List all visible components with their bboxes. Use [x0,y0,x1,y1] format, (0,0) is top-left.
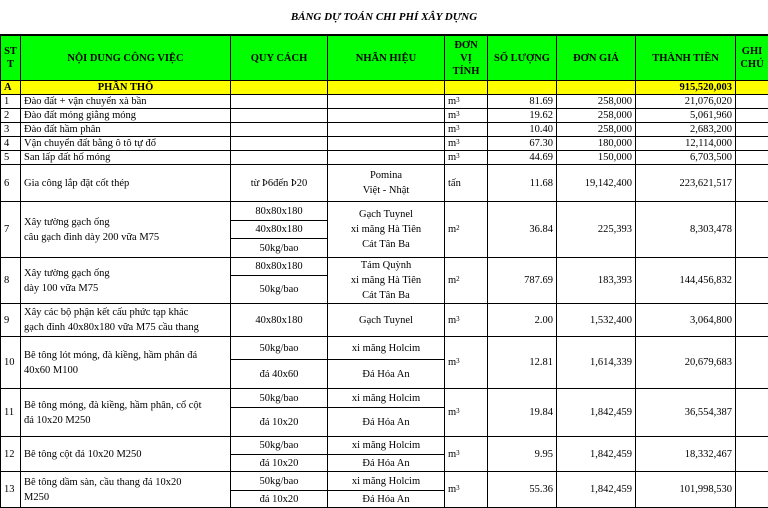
row-price[interactable]: 19,142,400 [557,165,636,202]
row-note[interactable] [736,95,768,109]
row-spec[interactable] [231,95,328,109]
row-stt[interactable]: 9 [1,304,21,337]
row-stt[interactable]: 11 [1,389,21,437]
row-note[interactable] [736,202,768,258]
row-price[interactable]: 1,614,339 [557,337,636,389]
row-qty[interactable]: 19.62 [488,109,557,123]
row-stt[interactable]: 2 [1,109,21,123]
row-spec[interactable] [231,109,328,123]
row-spec[interactable]: 80x80x180 [231,202,328,221]
table-row [1,437,768,455]
row-qty[interactable]: 67.30 [488,137,557,151]
cell[interactable] [736,81,768,95]
cell[interactable] [488,81,557,95]
row-unit[interactable]: $m^3$ [445,389,488,437]
sheet-title: BẢNG DỰ TOÁN CHI PHÍ XÂY DỰNG [0,0,768,35]
row-price[interactable]: 1,842,459 [557,389,636,437]
header-spec[interactable]: QUY CÁCH [231,36,328,81]
row-name[interactable]: Bê tông móng, đà kiềng, hầm phân, cổ cột đá 10x20 M250 [21,389,231,437]
row-spec[interactable]: 40x80x180 [231,304,328,337]
cell[interactable] [445,81,488,95]
row-qty[interactable]: 36.84 [488,202,557,258]
row-total[interactable]: 2,683,200 [636,123,736,137]
row-name[interactable]: Đào đất móng giằng móng [21,109,231,123]
row-qty[interactable]: 11.68 [488,165,557,202]
row-price[interactable]: 150,000 [557,151,636,165]
row-brand[interactable]: Gạch Tuynel xi măng Hà Tiên Cát Tân Ba [328,202,445,258]
header-content[interactable]: NỘI DUNG CÔNG VIỆC [21,36,231,81]
row-unit[interactable]: $m^3$ [445,123,488,137]
header-qty[interactable]: SỐ LƯỢNG [488,36,557,81]
row-note[interactable] [736,472,768,508]
row-note[interactable] [736,437,768,472]
row-name[interactable]: Xây tường gạch ống câu gạch đinh dày 200 vữa M75 [21,202,231,258]
row-stt[interactable]: 13 [1,472,21,508]
row-spec[interactable]: đá 10x20 [231,408,328,437]
row-brand[interactable]: Đá Hóa An [328,408,445,437]
row-qty[interactable]: 787.69 [488,258,557,304]
row-note[interactable] [736,258,768,304]
row-spec[interactable]: đá 40x60 [231,360,328,389]
row-note[interactable] [736,151,768,165]
row-total[interactable]: 8,303,478 [636,202,736,258]
row-price[interactable]: 1,532,400 [557,304,636,337]
row-spec[interactable]: 50kg/bao [231,472,328,491]
row-brand[interactable] [328,137,445,151]
row-note[interactable] [736,304,768,337]
row-note[interactable] [736,165,768,202]
cell[interactable] [328,81,445,95]
row-qty[interactable]: 19.84 [488,389,557,437]
row-brand[interactable]: Pomina Việt - Nhật [328,165,445,202]
section-row [1,81,768,95]
row-spec[interactable] [231,123,328,137]
row-unit[interactable]: $m^3$ [445,304,488,337]
cell[interactable] [231,81,328,95]
row-name[interactable]: Gia công lắp đặt cốt thép [21,165,231,202]
row-brand[interactable] [328,123,445,137]
header-brand[interactable]: NHÃN HIỆU [328,36,445,81]
row-unit[interactable]: $m^3$ [445,109,488,123]
row-unit[interactable]: $m^2$ [445,202,488,258]
row-name[interactable]: Vận chuyển đất bằng ô tô tự đổ [21,137,231,151]
row-total[interactable]: 223,621,517 [636,165,736,202]
row-unit[interactable]: $m^3$ [445,137,488,151]
row-brand[interactable]: Đá Hóa An [328,455,445,472]
table-row [1,258,768,276]
row-qty[interactable]: 44.69 [488,151,557,165]
row-spec[interactable]: 50kg/bao [231,337,328,360]
row-spec[interactable]: đá 10x20 [231,491,328,508]
table-row [1,389,768,408]
table-row [1,337,768,360]
row-name[interactable]: Bê tông cột đá 10x20 M250 [21,437,231,472]
row-name[interactable]: Xây các bộ phận kết cấu phức tạp khác gạch đinh 40x80x180 vữa M75 cầu thang [21,304,231,337]
row-brand[interactable]: xi măng Holcim [328,389,445,408]
row-price[interactable]: 1,842,459 [557,437,636,472]
row-qty[interactable]: 10.40 [488,123,557,137]
row-price[interactable]: 1,842,459 [557,472,636,508]
row-spec[interactable]: 50kg/bao [231,437,328,455]
row-stt[interactable]: 7 [1,202,21,258]
header-note[interactable]: GHI CHÚ [736,36,768,81]
row-price[interactable]: 180,000 [557,137,636,151]
row-stt[interactable]: 8 [1,258,21,304]
row-note[interactable] [736,137,768,151]
row-brand[interactable] [328,151,445,165]
row-spec[interactable] [231,151,328,165]
row-brand[interactable]: Gạch Tuynel [328,304,445,337]
row-name[interactable]: Đào đất + vận chuyển xà bần [21,95,231,109]
row-name[interactable]: Đào đất hầm phân [21,123,231,137]
table-row [1,165,768,202]
row-qty[interactable]: 81.69 [488,95,557,109]
row-unit[interactable]: $m^3$ [445,151,488,165]
row-unit[interactable]: tấn [445,165,488,202]
row-stt[interactable]: 6 [1,165,21,202]
row-total[interactable]: 3,064,800 [636,304,736,337]
table-row [1,137,768,151]
row-spec[interactable]: 50kg/bao [231,389,328,408]
header-price[interactable]: ĐƠN GIÁ [557,36,636,81]
row-spec[interactable]: đá 10x20 [231,455,328,472]
row-stt[interactable]: 12 [1,437,21,472]
row-stt[interactable]: 5 [1,151,21,165]
row-name[interactable]: Bê tông dầm sàn, cầu thang đá 10x20 M250 [21,472,231,508]
row-total[interactable]: 101,998,530 [636,472,736,508]
table-row [1,304,768,337]
row-total[interactable]: 12,114,000 [636,137,736,151]
row-total[interactable]: 36,554,387 [636,389,736,437]
row-brand[interactable] [328,109,445,123]
row-qty[interactable]: 12.81 [488,337,557,389]
row-spec[interactable] [231,137,328,151]
row-name[interactable]: Xây tường gạch ống dày 100 vữa M75 [21,258,231,304]
row-unit[interactable]: $m^3$ [445,472,488,508]
row-spec[interactable]: 80x80x180 [231,258,328,276]
row-total[interactable]: 5,061,960 [636,109,736,123]
row-unit[interactable]: $m^3$ [445,337,488,389]
table-row [1,472,768,491]
row-unit[interactable]: $m^3$ [445,437,488,472]
row-total[interactable]: 144,456,832 [636,258,736,304]
section-total[interactable]: 915,520,003 [636,81,736,95]
row-total[interactable]: 18,332,467 [636,437,736,472]
row-stt[interactable]: 10 [1,337,21,389]
row-spec[interactable]: từ Þ6đến Þ20 [231,165,328,202]
row-price[interactable]: 258,000 [557,95,636,109]
row-brand[interactable]: xi măng Holcim [328,437,445,455]
row-unit[interactable]: $m^3$ [445,95,488,109]
table-row [1,202,768,221]
row-total[interactable]: 21,076,020 [636,95,736,109]
header-unit[interactable]: ĐƠN VỊ TÍNH [445,36,488,81]
row-note[interactable] [736,389,768,437]
row-unit[interactable]: $m^2$ [445,258,488,304]
row-qty[interactable]: 55.36 [488,472,557,508]
cell[interactable] [557,81,636,95]
row-stt[interactable]: 1 [1,95,21,109]
estimate-table [0,35,768,508]
header-stt[interactable]: ST T [1,36,21,81]
header-row [1,36,768,81]
row-price[interactable]: 258,000 [557,109,636,123]
row-price[interactable]: 225,393 [557,202,636,258]
row-price[interactable]: 183,393 [557,258,636,304]
row-brand[interactable] [328,95,445,109]
table-row [1,123,768,137]
row-brand[interactable]: xi măng Holcim [328,337,445,360]
section-name[interactable]: PHẦN THÔ [21,81,231,95]
row-qty[interactable]: 2.00 [488,304,557,337]
row-name[interactable]: San lấp đất hố móng [21,151,231,165]
row-brand[interactable]: Tám Quỳnh xi măng Hà Tiên Cát Tân Ba [328,258,445,304]
row-spec[interactable]: 50kg/bao [231,239,328,258]
row-total[interactable]: 6,703,500 [636,151,736,165]
row-spec[interactable]: 40x80x180 [231,221,328,239]
row-brand[interactable]: Đá Hóa An [328,491,445,508]
row-spec[interactable]: 50kg/bao [231,276,328,304]
row-brand[interactable]: Đá Hóa An [328,360,445,389]
table-row [1,95,768,109]
row-name[interactable]: Bê tông lót móng, đà kiềng, hầm phân đá 40x60 M100 [21,337,231,389]
row-stt[interactable]: 3 [1,123,21,137]
row-note[interactable] [736,109,768,123]
row-note[interactable] [736,337,768,389]
row-total[interactable]: 20,679,683 [636,337,736,389]
row-price[interactable]: 258,000 [557,123,636,137]
row-qty[interactable]: 9.95 [488,437,557,472]
section-code[interactable]: A [1,81,21,95]
row-stt[interactable]: 4 [1,137,21,151]
header-total[interactable]: THÀNH TIỀN [636,36,736,81]
table-row [1,151,768,165]
row-note[interactable] [736,123,768,137]
table-row [1,109,768,123]
row-brand[interactable]: xi măng Holcim [328,472,445,491]
